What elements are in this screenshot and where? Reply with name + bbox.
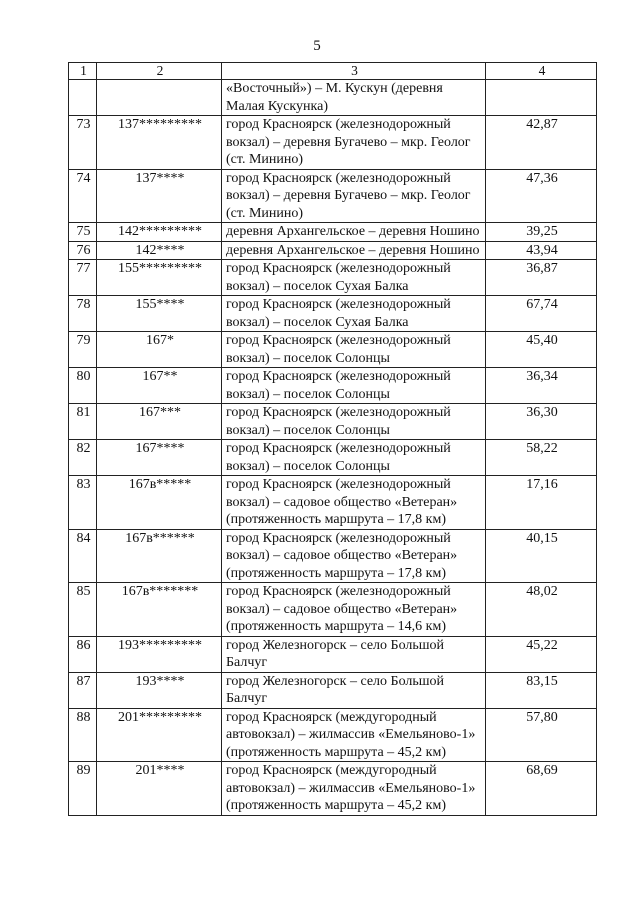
row-number-cell: [69, 80, 97, 116]
tariff-value-cell: 36,87: [486, 260, 597, 296]
route-description-cell: город Красноярск (железнодорожный вокзал) – поселок Солонцы: [222, 440, 486, 476]
column-number-2: 2: [97, 63, 222, 80]
table-row: [69, 80, 597, 116]
row-number-cell: 87: [69, 672, 97, 708]
tariff-value-cell: 83,15: [486, 672, 597, 708]
route-code-cell: 193*********: [97, 636, 222, 672]
route-description-cell: город Красноярск (железнодорожный вокзал) – садовое общество «Ветеран» (протяженность маршрута – 17,8 км): [222, 476, 486, 530]
route-description-cell: город Красноярск (железнодорожный вокзал) – поселок Солонцы: [222, 404, 486, 440]
column-number-3: 3: [222, 63, 486, 80]
tariff-value-cell: 45,40: [486, 332, 597, 368]
tariff-value-cell: [486, 80, 597, 116]
route-code-cell: 142****: [97, 241, 222, 260]
route-code-cell: 201****: [97, 762, 222, 816]
row-number-cell: 78: [69, 296, 97, 332]
route-code-cell: 167**: [97, 368, 222, 404]
route-code-cell: 167в*****: [97, 476, 222, 530]
route-code-cell: 167****: [97, 440, 222, 476]
route-description-cell: город Красноярск (железнодорожный вокзал) – деревня Бугачево – мкр. Геолог (ст. Минино): [222, 169, 486, 223]
row-number-cell: 86: [69, 636, 97, 672]
table-row: [69, 529, 597, 583]
route-description-cell: город Красноярск (железнодорожный вокзал) – садовое общество «Ветеран» (протяженность маршрута – 17,8 км): [222, 529, 486, 583]
table-row: [69, 368, 597, 404]
table-row: [69, 332, 597, 368]
row-number-cell: 74: [69, 169, 97, 223]
route-description-cell: город Красноярск (железнодорожный вокзал) – поселок Сухая Балка: [222, 260, 486, 296]
table-row: [69, 116, 597, 170]
tariff-value-cell: 42,87: [486, 116, 597, 170]
table-row: [69, 636, 597, 672]
route-code-cell: [97, 80, 222, 116]
row-number-cell: 75: [69, 223, 97, 242]
row-number-cell: 77: [69, 260, 97, 296]
route-description-cell: город Красноярск (междугородный автовокзал) – жилмассив «Емельяново-1» (протяженность маршрута – 45,2 км): [222, 762, 486, 816]
row-number-cell: 84: [69, 529, 97, 583]
tariff-value-cell: 58,22: [486, 440, 597, 476]
table-row: [69, 762, 597, 816]
row-number-cell: 85: [69, 583, 97, 637]
route-code-cell: 167в*******: [97, 583, 222, 637]
route-code-cell: 142*********: [97, 223, 222, 242]
route-description-cell: город Красноярск (железнодорожный вокзал) – поселок Сухая Балка: [222, 296, 486, 332]
table-row: [69, 223, 597, 242]
table-row: [69, 672, 597, 708]
route-description-cell: деревня Архангельское – деревня Ношино: [222, 241, 486, 260]
row-number-cell: 88: [69, 708, 97, 762]
page-number: 5: [313, 38, 321, 54]
route-description-cell: «Восточный») – М. Кускун (деревня Малая Кускунка): [222, 80, 486, 116]
route-code-cell: 167***: [97, 404, 222, 440]
route-code-cell: 155****: [97, 296, 222, 332]
route-description-cell: город Красноярск (железнодорожный вокзал) – садовое общество «Ветеран» (протяженность маршрута – 14,6 км): [222, 583, 486, 637]
table-row: [69, 404, 597, 440]
row-number-cell: 83: [69, 476, 97, 530]
route-description-cell: город Железногорск – село Большой Балчуг: [222, 672, 486, 708]
table-row: [69, 169, 597, 223]
route-description-cell: деревня Архангельское – деревня Ношино: [222, 223, 486, 242]
tariff-value-cell: 36,34: [486, 368, 597, 404]
tariff-value-cell: 48,02: [486, 583, 597, 637]
tariff-table: [68, 62, 597, 816]
row-number-cell: 79: [69, 332, 97, 368]
table-row: [69, 296, 597, 332]
table-row: [69, 476, 597, 530]
tariff-value-cell: 17,16: [486, 476, 597, 530]
route-code-cell: 167в******: [97, 529, 222, 583]
route-code-cell: 167*: [97, 332, 222, 368]
row-number-cell: 80: [69, 368, 97, 404]
tariff-value-cell: 43,94: [486, 241, 597, 260]
route-description-cell: город Красноярск (междугородный автовокзал) – жилмассив «Емельяново-1» (протяженность маршрута – 45,2 км): [222, 708, 486, 762]
route-description-cell: город Красноярск (железнодорожный вокзал) – поселок Солонцы: [222, 332, 486, 368]
table-row: [69, 440, 597, 476]
tariff-value-cell: 68,69: [486, 762, 597, 816]
route-code-cell: 201*********: [97, 708, 222, 762]
route-description-cell: город Красноярск (железнодорожный вокзал) – поселок Солонцы: [222, 368, 486, 404]
tariff-value-cell: 40,15: [486, 529, 597, 583]
tariff-value-cell: 39,25: [486, 223, 597, 242]
route-code-cell: 193****: [97, 672, 222, 708]
table-row: [69, 583, 597, 637]
row-number-cell: 76: [69, 241, 97, 260]
tariff-value-cell: 45,22: [486, 636, 597, 672]
row-number-cell: 81: [69, 404, 97, 440]
tariff-value-cell: 47,36: [486, 169, 597, 223]
route-code-cell: 137*********: [97, 116, 222, 170]
row-number-cell: 73: [69, 116, 97, 170]
table-row: [69, 708, 597, 762]
column-number-1: 1: [69, 63, 97, 80]
tariff-value-cell: 57,80: [486, 708, 597, 762]
route-code-cell: 137****: [97, 169, 222, 223]
tariff-value-cell: 36,30: [486, 404, 597, 440]
row-number-cell: 89: [69, 762, 97, 816]
row-number-cell: 82: [69, 440, 97, 476]
table-row: [69, 241, 597, 260]
table-row: [69, 260, 597, 296]
tariff-value-cell: 67,74: [486, 296, 597, 332]
table-header-row: [69, 63, 597, 80]
route-description-cell: город Железногорск – село Большой Балчуг: [222, 636, 486, 672]
route-code-cell: 155*********: [97, 260, 222, 296]
column-number-4: 4: [486, 63, 597, 80]
route-description-cell: город Красноярск (железнодорожный вокзал) – деревня Бугачево – мкр. Геолог (ст. Минино): [222, 116, 486, 170]
